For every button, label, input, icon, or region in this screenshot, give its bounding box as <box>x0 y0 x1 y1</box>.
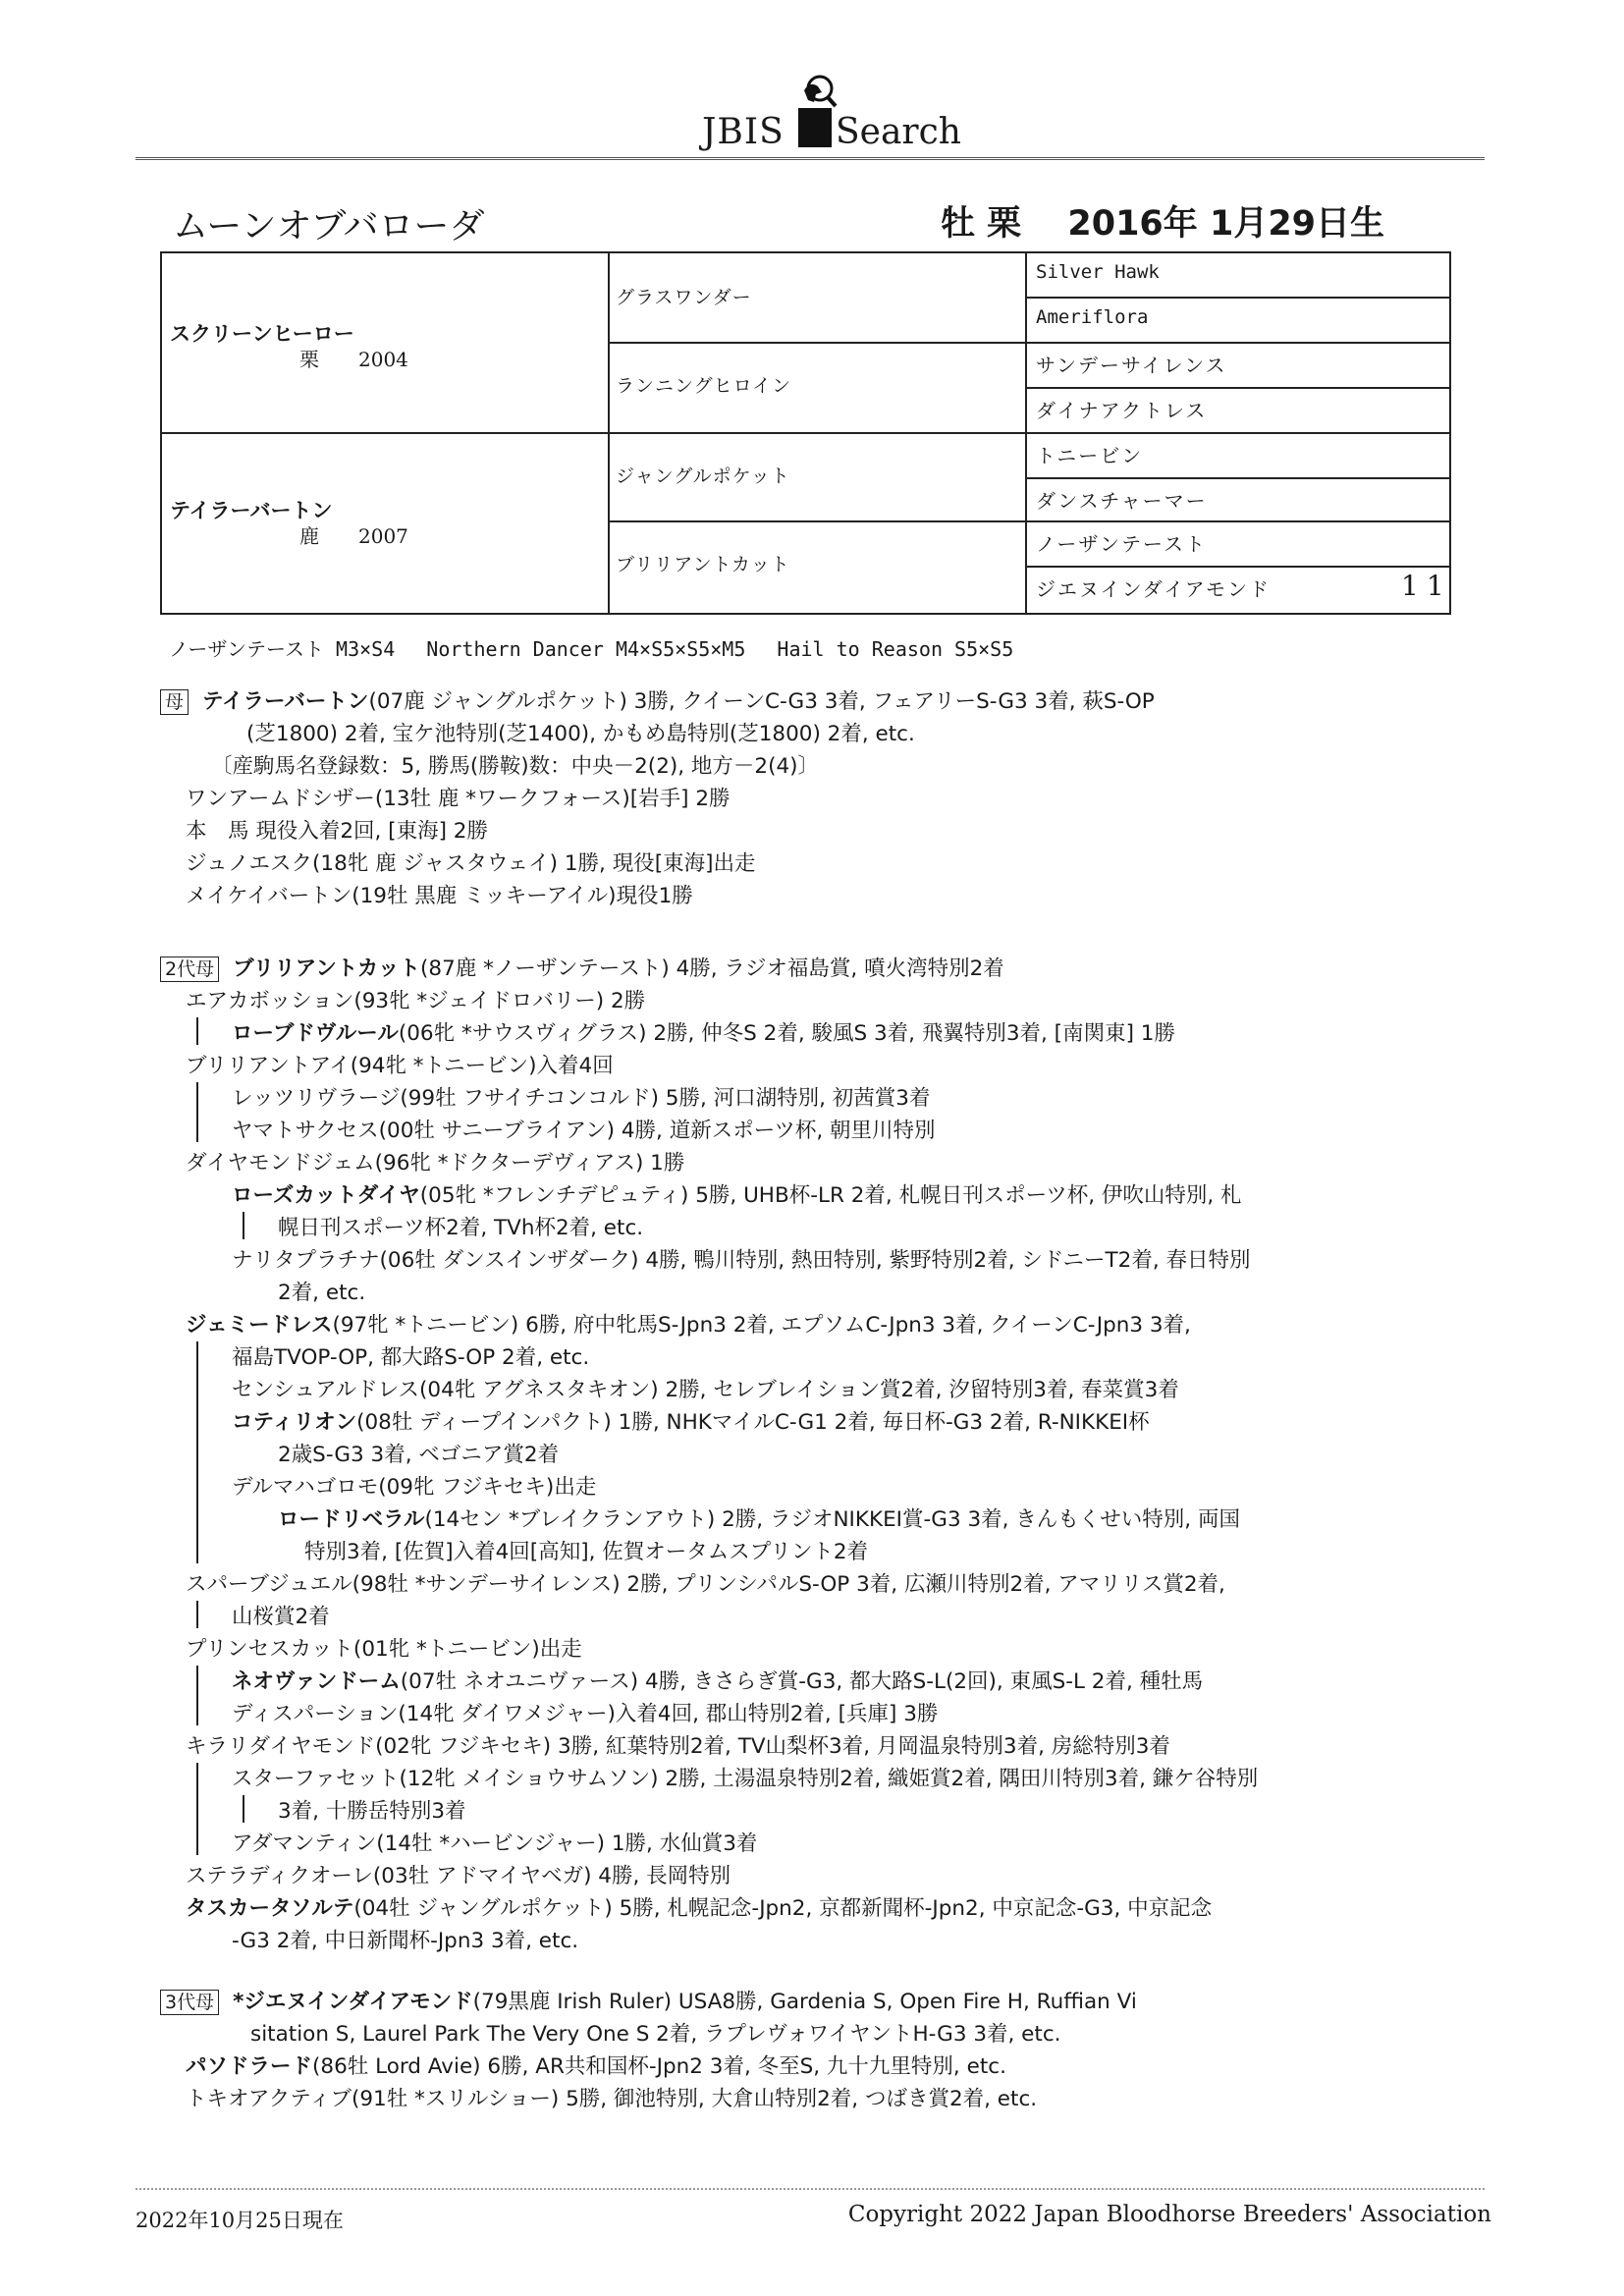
record-line: 特別3着, [佐賀]入着4回[高知], 佐賀オータムスプリント2着 <box>304 1540 869 1564</box>
record-line: 〔産駒馬名登録数：5, 勝馬(勝鞍)数：中央－2(2), 地方－2(4)〕 <box>211 754 820 779</box>
record-line: -G3 2着, 中日新聞杯-Jpn3 3着, etc. <box>232 1929 579 1953</box>
record-line: トキオアクティブ(91牡 *スリルショー) 5勝, 御池特別, 大倉山特別2着, つばき賞2着, etc. <box>186 2087 1038 2111</box>
record-line: ワンアームドシザー(13牡 鹿 *ワークフォース)[岩手] 2勝 <box>186 787 731 811</box>
footer-rule <box>135 2188 1485 2190</box>
record-text: (79黒鹿 Irish Ruler) USA8勝, Gardenia S, Open Fire H, Ruffian Vi <box>472 1990 1137 2014</box>
record-line: ヤマトサクセス(00牡 サニーブライアン) 4勝, 道新スポーツ杯, 朝里川特別 <box>232 1119 936 1143</box>
record-line <box>232 1179 1242 1212</box>
record-text: (07鹿 ジャングルポケット) 3勝, クイーンC-G3 3着, フェアリーS-G3 3着, 萩S-OP <box>368 689 1155 714</box>
record-line: 3着, 十勝岳特別3着 <box>278 1799 466 1824</box>
record-line: 幌日刊スポーツ杯2着, TVh杯2着, etc. <box>278 1216 644 1240</box>
record-text: (05牝 *フレンチデピュティ) 5勝, UHB杯-LR 2着, 札幌日刊スポーツ杯, 伊吹山特別, 札 <box>419 1183 1242 1208</box>
family-number: 11 <box>1401 570 1452 602</box>
pedigree-g2-3: ジャングルポケット <box>616 465 790 487</box>
record-line <box>278 1503 1240 1536</box>
sire-color-year: 栗 2004 <box>299 348 408 371</box>
horse-name-bold: テイラーバートン <box>202 689 369 714</box>
record-line <box>186 2050 1006 2083</box>
record-line: 山桜賞2着 <box>232 1605 330 1629</box>
record-line <box>160 953 1004 985</box>
record-line: レッツリヴラージ(99牡 フサイチコンコルド) 5勝, 河口湖特別, 初茜賞3着 <box>232 1086 931 1111</box>
record-line: スターファセット(12牝 メイショウサムソン) 2勝, 土湯温泉特別2着, 織姫賞2着, 隅田川特別3着, 鎌ケ谷特別 <box>232 1767 1259 1791</box>
pedigree-g3-8: ジエヌインダイアモンド <box>1036 577 1271 601</box>
record-line: ステラディクオーレ(03牡 アドマイヤベガ) 4勝, 長岡特別 <box>186 1864 731 1888</box>
horse-name: ムーンオブバローダ <box>173 206 485 246</box>
record-text: (04牡 ジャングルポケット) 5勝, 札幌記念-Jpn2, 京都新聞杯-Jpn2, 中京記念-G3, 中京記念 <box>353 1896 1213 1921</box>
horse-name-bold: ネオヴァンドーム <box>232 1669 401 1694</box>
record-text: (07牡 ネオユニヴァース) 4勝, きさらぎ賞-G3, 都大路S-L(2回), 東風S-L 2着, 種牡馬 <box>400 1669 1204 1694</box>
horse-name-bold: ジェミードレス <box>186 1313 333 1338</box>
horse-name-bold: ロードリベラル <box>278 1507 425 1532</box>
horse-name-bold: タスカータソルテ <box>186 1896 354 1921</box>
pedigree-g3-5: トニービン <box>1036 444 1144 467</box>
record-text: (86牡 Lord Avie) 6勝, AR共和国杯-Jpn2 3着, 冬至S, 九十九里特別, etc. <box>312 2054 1006 2079</box>
record-line: エアカボッション(93牝 *ジェイドロバリー) 2勝 <box>186 989 646 1013</box>
record-line: キラリダイヤモンド(02牝 フジキセキ) 3勝, 紅葉特別2着, TV山梨杯3着, 月岡温泉特別3着, 房総特別3着 <box>186 1734 1170 1759</box>
pedigree-g3-7: ノーザンテースト <box>1036 532 1207 556</box>
record-text: (06牝 *サウスヴィグラス) 2勝, 仲冬S 2着, 駿風S 3着, 飛翼特別3着, [南関東] 1勝 <box>398 1021 1175 1046</box>
record-line: プリンセスカット(01牝 *トニービン)出走 <box>186 1637 582 1662</box>
record-text: (97牝 *トニービン) 6勝, 府中牝馬S-Jpn3 2着, エプソムC-Jpn3 3着, クイーンC-Jpn3 3着, <box>332 1313 1191 1338</box>
pedigree-g3-6: ダンスチャーマー <box>1036 489 1208 513</box>
record-line: ブリリアントアイ(94牝 *トニービン)入着4回 <box>186 1054 614 1078</box>
pedigree-g2-1: グラスワンダー <box>616 287 752 308</box>
second-dam-tag: 2代母 <box>160 957 219 982</box>
dam-color-year: 鹿 2007 <box>299 524 408 548</box>
record-text: (14セン *ブレイクランアウト) 2勝, ラジオNIKKEI賞-G3 3着, きんもくせい特別, 両国 <box>424 1507 1240 1532</box>
record-text: (08牡 ディープインパクト) 1勝, NHKマイルC-G1 2着, 毎日杯-G3 2着, R-NIKKEI杯 <box>356 1410 1150 1435</box>
record-line: 福島TVOP-OP, 都大路S-OP 2着, etc. <box>232 1345 590 1370</box>
jbis-search-logo <box>702 71 961 154</box>
third-dam-tag: 3代母 <box>160 1990 219 2015</box>
record-line: アダマンティン(14牡 *ハービンジャー) 1勝, 水仙賞3着 <box>232 1831 758 1856</box>
inbreeding-line: ノーザンテースト M3×S4 Northern Dancer M4×S5×S5×M5 Hail to Reason S5×S5 <box>169 637 1014 661</box>
pedigree-g3-4: ダイナアクトレス <box>1036 399 1208 422</box>
record-line <box>232 1017 1175 1050</box>
horse-name-bold: パソドラード <box>186 2054 313 2079</box>
record-line <box>186 1309 1191 1341</box>
record-line <box>160 1986 1137 2018</box>
copyright: Copyright 2022 Japan Bloodhorse Breeders' Association <box>847 2202 1491 2227</box>
dam-tag: 母 <box>160 689 189 715</box>
horse-name-bold: *ジエヌインダイアモンド <box>233 1990 473 2014</box>
record-line: ナリタプラチナ(06牡 ダンスインザダーク) 4勝, 鴨川特別, 熱田特別, 紫野特別2着, シドニーT2着, 春日特別 <box>232 1248 1251 1273</box>
record-line: 2歳S-G3 3着, ベゴニア賞2着 <box>278 1443 560 1467</box>
record-line: ジュノエスク(18牝 鹿 ジャスタウェイ) 1勝, 現役[東海]出走 <box>186 851 756 876</box>
horse-name-bold: ローブドヴルール <box>232 1021 399 1046</box>
record-line: ダイヤモンドジェム(96牝 *ドクターデヴィアス) 1勝 <box>186 1151 685 1175</box>
horse-name-bold: ローズカットダイヤ <box>232 1183 420 1208</box>
sire-name: スクリーンヒーロー <box>170 322 354 346</box>
record-line <box>232 1666 1203 1698</box>
record-text: (87鹿 *ノーザンテースト) 4勝, ラジオ福島賞, 噴火湾特別2着 <box>420 957 1004 981</box>
record-line <box>232 1406 1150 1439</box>
horse-name-bold: コティリオン <box>232 1410 357 1435</box>
record-line <box>186 1892 1212 1925</box>
header-rule <box>135 157 1485 160</box>
dam-name: テイラーバートン <box>170 499 333 522</box>
pedigree-g3-2: Ameriflora <box>1036 306 1149 328</box>
record-line: スパーブジュエル(98牡 *サンデーサイレンス) 2勝, プリンシパルS-OP 3着, 広瀬川特別2着, アマリリス賞2着, <box>186 1572 1225 1597</box>
record-line: ディスパーション(14牝 ダイワメジャー)入着4回, 郡山特別2着, [兵庫] 3勝 <box>232 1702 939 1726</box>
logo-text-jbis: JBIS <box>702 112 785 152</box>
pedigree-table <box>160 251 1451 615</box>
horse-magnifier-icon <box>790 71 839 147</box>
record-line: 2着, etc. <box>278 1281 366 1305</box>
as-of-date: 2022年10月25日現在 <box>135 2209 344 2232</box>
record-line: (芝1800) 2着, 宝ケ池特別(芝1400), かもめ島特別(芝1800) 2着, etc. <box>246 722 915 746</box>
pedigree-g3-1: Silver Hawk <box>1036 261 1160 283</box>
logo-text-search: Search <box>836 112 961 152</box>
horse-name-bold: ブリリアントカット <box>233 957 421 981</box>
record-line: センシュアルドレス(04牝 アグネスタキオン) 2勝, セレブレイション賞2着, 汐留特別3着, 春菜賞3着 <box>232 1378 1179 1402</box>
record-line: メイケイバートン(19牡 黒鹿 ミッキーアイル)現役1勝 <box>186 884 693 908</box>
pedigree-g3-3: サンデーサイレンス <box>1036 354 1227 377</box>
record-line: sitation S, Laurel Park The Very One S 2着, ラプレヴォワイヤントH-G3 3着, etc. <box>250 2022 1061 2047</box>
record-line: 本 馬 現役入着2回, [東海] 2勝 <box>186 819 488 844</box>
pedigree-g2-2: ランニングヒロイン <box>616 375 792 397</box>
pedigree-g2-4: ブリリアントカット <box>616 554 790 575</box>
record-line: デルマハゴロモ(09牝 フジキセキ)出走 <box>232 1475 597 1500</box>
horse-info: 牡 栗 2016年 1月29日生 <box>941 204 1385 244</box>
record-line <box>160 685 1155 718</box>
